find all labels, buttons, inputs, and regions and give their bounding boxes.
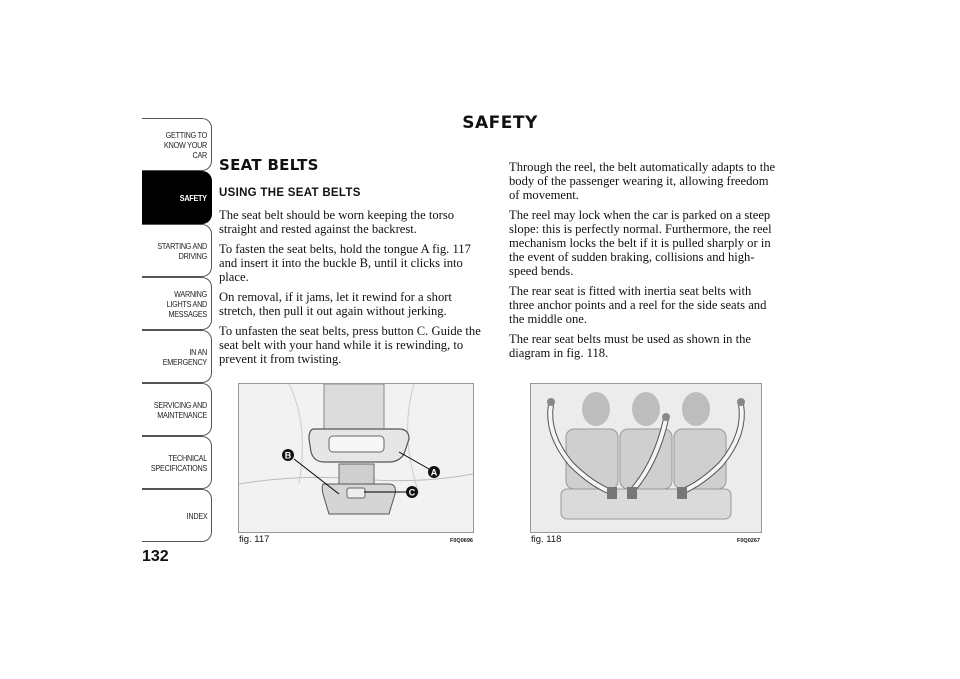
page-number: 132 [142, 548, 169, 565]
figure-117-code: F0Q0696 [450, 538, 473, 544]
tab-label: TECHNICAL SPECIFICATIONS [150, 452, 208, 473]
rear-seat-belts-illustration [531, 384, 761, 532]
tab-label: IN AN EMERGENCY [162, 346, 207, 367]
tab-label: STARTING AND DRIVING [157, 240, 207, 261]
tab-safety[interactable] [142, 171, 212, 224]
seat-belt-buckle-illustration [239, 384, 473, 532]
figure-118-caption: fig. 118 [531, 534, 562, 545]
callout-a-label: A [430, 467, 438, 478]
paragraph: Through the reel, the belt automatically adapts to the body of the passenger wearing it, allowing freedom of movement. [509, 160, 776, 202]
subheading: USING THE SEAT BELTS [219, 187, 361, 199]
tab-label: INDEX [186, 510, 207, 521]
tab-starting-driving[interactable] [142, 224, 212, 277]
tab-label: SERVICING AND MAINTENANCE [153, 399, 207, 420]
tab-getting-to-know[interactable] [142, 118, 212, 171]
callout-b-label: B [284, 450, 292, 461]
tab-servicing[interactable] [142, 383, 212, 436]
heading: SEAT BELTS [219, 156, 319, 174]
chapter-tabs [142, 118, 212, 542]
callout-c-label: C [408, 487, 416, 498]
left-column [219, 158, 487, 372]
paragraph: To unfasten the seat belts, press button C. Guide the seat belt with your hand while it is rewinding, to prevent it from twisting. [219, 324, 481, 366]
figure-118-illustration [530, 383, 762, 533]
tab-label: SAFETY [180, 192, 207, 203]
figure-117-illustration [238, 383, 474, 533]
tab-label: GETTING TO KNOW YOUR CAR [164, 129, 207, 160]
paragraph: The seat belt should be worn keeping the torso straight and rested against the backrest. [219, 208, 455, 236]
paragraph: The rear seat is fitted with inertia seat belts with three anchor points and a reel for the side seats and the middle one. [509, 284, 767, 326]
paragraph: The reel may lock when the car is parked on a steep slope: this is perfectly normal. Furthermore, the reel mechanism locks the belt if it is pulled sharply or in the event of sudden braking, collisions and high-speed bends. [509, 208, 772, 278]
paragraph: To fasten the seat belts, hold the tongue A fig. 117 and insert it into the buckle B, until it clicks into place. [219, 242, 471, 284]
figure-118-code: F0Q0267 [737, 538, 760, 544]
tab-warning-lights[interactable] [142, 277, 212, 330]
tab-index[interactable] [142, 489, 212, 542]
right-column [509, 160, 777, 366]
tab-emergency[interactable] [142, 330, 212, 383]
tab-label: WARNING LIGHTS AND MESSAGES [166, 288, 207, 319]
tab-technical-specs[interactable] [142, 436, 212, 489]
paragraph: The rear seat belts must be used as shown in the diagram in fig. 118. [509, 332, 752, 360]
paragraph: On removal, if it jams, let it rewind for a short stretch, then pull it out again without jerking. [219, 290, 452, 318]
section-title: SAFETY [462, 113, 538, 133]
figure-117-caption: fig. 117 [239, 534, 270, 545]
